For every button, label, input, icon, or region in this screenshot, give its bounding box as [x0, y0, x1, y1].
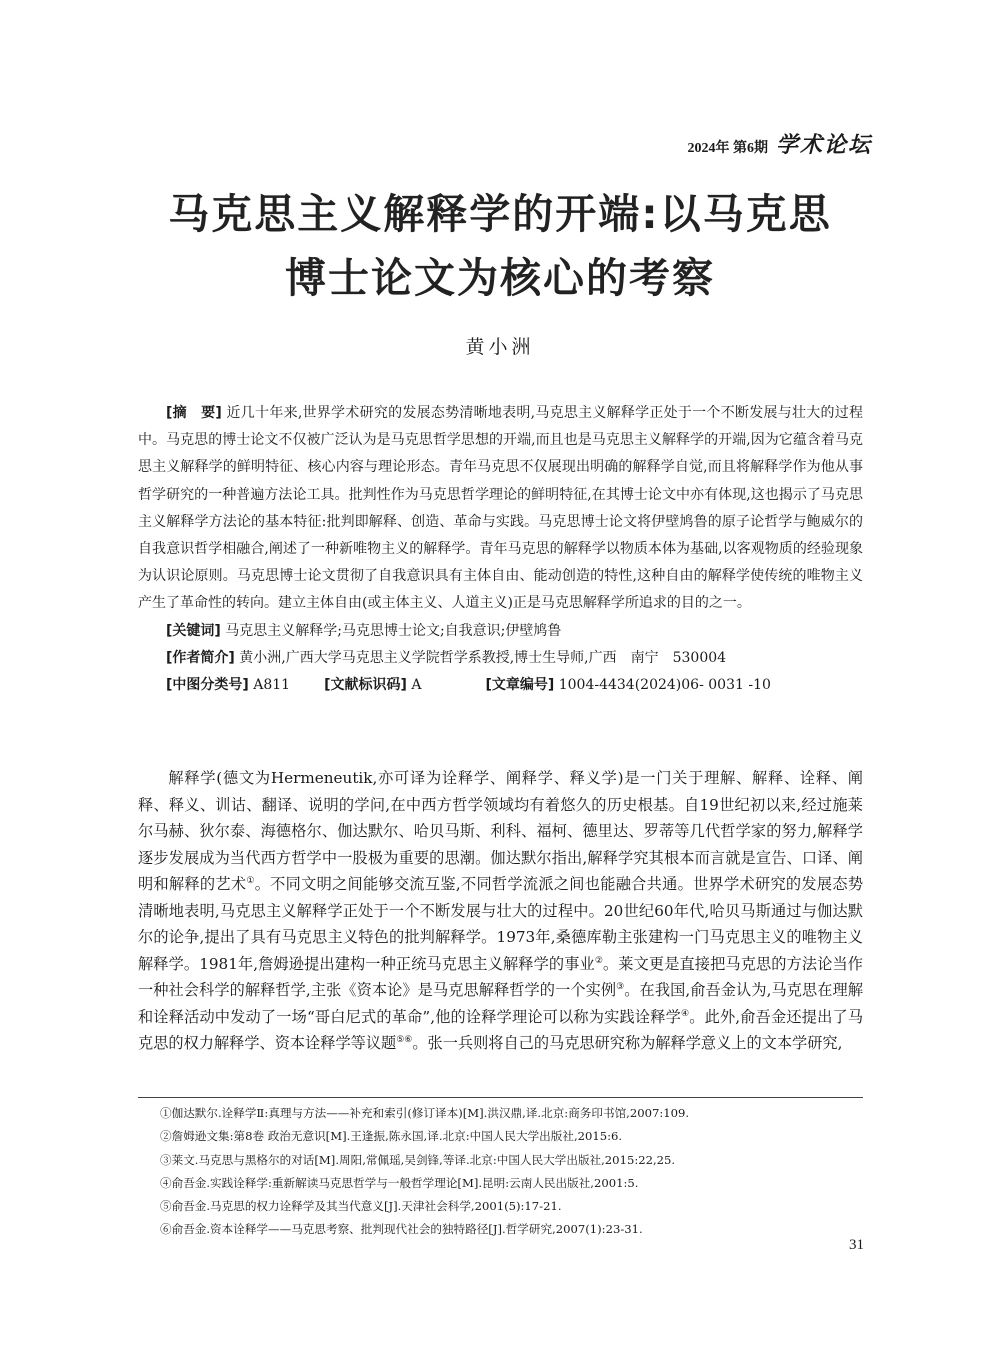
abstract-paragraph: [138, 400, 863, 618]
footnote-ref[interactable]: ④: [680, 1008, 690, 1019]
doc-code-label: [文献标识码]: [324, 677, 407, 694]
body-text-run: 。张一兵则将自己的马克思研究称为解释学意义上的文本学研究,: [412, 1034, 843, 1052]
footnote-item: ①伽达默尔.诠释学Ⅱ:真理与方法——补充和索引(修订译本)[M].洪汉鼎,译.北京:商务印书馆,2007:109.: [160, 1106, 690, 1120]
footnote-item: ④俞吾金.实践诠释学:重新解读马克思哲学与一般哲学理论[M].昆明:云南人民出版社,2001:5.: [160, 1175, 639, 1190]
page-number: 31: [849, 1237, 864, 1253]
author-name: 黄小洲: [465, 336, 535, 358]
body-paragraph: [138, 765, 863, 1057]
title-line-1: 马克思主义解释学的开端:以马克思: [168, 190, 832, 238]
author-bio-line: [138, 645, 863, 672]
abstract-block: [138, 400, 863, 699]
running-header: [687, 128, 872, 159]
body-text-run: 解释学(德文为Hermeneutik,亦可译为诠释学、阐释学、释义学)是一门关于理解、解释、诠释、阐释、释义、训诂、翻译、说明的学问,在中西方哲学领域均有着悠久的历史根基。自19世纪初以来,经过施莱尔马赫、狄尔泰、海德格尔、伽达默尔、哈贝马斯、利科、福柯、德里达、罗蒂等几代哲学家的努力,解释学逐步发展成为当代西方哲学中一股极为重要的思潮。伽达默尔指出,解释学究其根本而言就是宣告、口译、阐明和解释的艺术: [138, 769, 863, 893]
journal-logo: 学术论坛: [775, 132, 872, 157]
doc-code-value: A: [411, 677, 422, 694]
footnote-item: ⑥俞吾金.资本诠释学——马克思考察、批判现代社会的独特路径[J].哲学研究,2007(1):23-31.: [160, 1222, 643, 1237]
title-line-2: 博士论文为核心的考察: [285, 254, 715, 302]
article-number-label: [文章编号]: [485, 677, 555, 694]
clc-value: A811: [253, 677, 291, 694]
footnote-ref[interactable]: ⑤⑥: [396, 1034, 413, 1045]
footnote-divider: [138, 1097, 863, 1098]
clc-label: [中图分类号]: [166, 677, 249, 694]
article-number-value: 1004-4434(2024)06- 0031 -10: [558, 677, 771, 694]
footnote-item: ②詹姆逊文集:第8卷 政治无意识[M].王逢振,陈永国,译.北京:中国人民大学出版社,2015:6.: [160, 1129, 623, 1144]
author-bio-label: [作者简介]: [166, 649, 235, 666]
body-text-run: 。不同文明之间能够交流互鉴,不同哲学流派之间也能融合共通。世界学术研究的发展态势清晰地表明,马克思主义解释学正处于一个不断发展与壮大的过程中。20世纪60年代,哈贝马斯通过与伽达默尔的论争,提出了具有马克思主义特色的批判解释学。1973年,桑德库勒主张建构一门马克思主义的唯物主义解释学。1981年,詹姆逊提出建构一种正统马克思主义解释学的事业: [138, 875, 864, 973]
classification-line: [138, 672, 863, 699]
article-title: [100, 182, 900, 310]
abstract-label: [摘 要]: [166, 405, 222, 421]
footnote-item: ⑤俞吾金.马克思的权力诠释学及其当代意义[J].天津社会科学,2001(5):17-21.: [160, 1199, 562, 1214]
author-bio-text: 黄小洲,广西大学马克思主义学院哲学系教授,博士生导师,广西 南宁 530004: [239, 649, 727, 666]
body-text-run: 。在我国,俞吾金认为,马克思在理解和诠释活动中发动了一场“哥白尼式的革命”,他的诠释学理论可以称为实践诠释学: [138, 981, 864, 1026]
footnote-ref[interactable]: ①: [246, 875, 255, 886]
body-text: [138, 765, 863, 1057]
footnote-item: ③莱文.马克思与黑格尔的对话[M].周阳,常佩瑶,吴剑锋,等译.北京:中国人民大学出版社,2015:22,25.: [160, 1152, 676, 1167]
body-text-run: 。此外,俞吾金还提出了马克思的权力解释学、资本诠释学等议题: [138, 1007, 864, 1052]
footnote-ref[interactable]: ③: [616, 981, 625, 992]
footnotes: [160, 1102, 860, 1242]
footnote-ref[interactable]: ②: [594, 955, 603, 966]
issue-label: 2024年 第6期: [687, 141, 768, 156]
abstract-text: 近几十年来,世界学术研究的发展态势清晰地表明,马克思主义解释学正处于一个不断发展与壮大的过程中。马克思的博士论文不仅被广泛认为是马克思哲学思想的开端,而且也是马克思主义解释学的开端,因为它蕴含着马克思主义解释学的鲜明特征、核心内容与理论形态。青年马克思不仅展现出明确的解释学自觉,而且将解释学作为他从事哲学研究的一种普遍方法论工具。批判性作为马克思哲学理论的鲜明特征,在其博士论文中亦有体现,这也揭示了马克思主义解释学方法论的基本特征:批判即解释、创造、革命与实践。马克思博士论文将伊壁鸠鲁的原子论哲学与鲍威尔的自我意识哲学相融合,阐述了一种新唯物主义的解释学。青年马克思的解释学以物质本体为基础,以客观物质的经验现象为认识论原则。马克思博士论文贯彻了自我意识具有主体自由、能动创造的特性,这种自由的解释学使传统的唯物主义产生了革命性的转向。建立主体自由(或主体主义、人道主义)正是马克思解释学所追求的目的之一。: [138, 405, 864, 612]
keywords-text: 马克思主义解释学;马克思博士论文;自我意识;伊壁鸠鲁: [225, 622, 562, 639]
keywords-label: [关键词]: [166, 622, 221, 639]
keywords-line: [138, 618, 863, 645]
body-text-run: 。莱文更是直接把马克思的方法论当作一种社会科学的解释哲学,主张《资本论》是马克思解释哲学的一个实例: [138, 954, 863, 999]
